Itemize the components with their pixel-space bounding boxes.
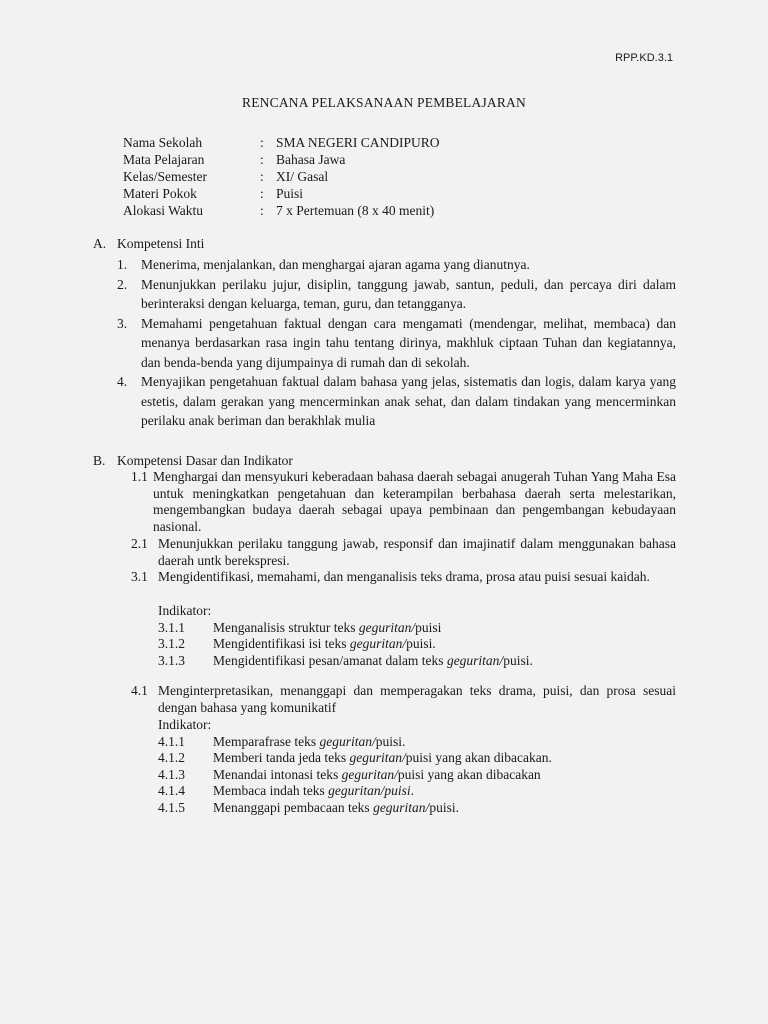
identity-value: Puisi: [276, 186, 304, 201]
indikator-4-list: [158, 717, 552, 816]
indikator-number: 4.1.2: [158, 750, 185, 765]
indikator-text-italic: geguritan/: [341, 766, 398, 782]
indikator-item: [158, 734, 552, 751]
item-text: Menghargai dan mensyukuri keberadaan bahasa daerah sebagai anugerah Tuhan Yang Maha Esa untuk meningkatkan pengetahuan dan keterampilan berbahasa daerah serta melestarikan, mengembangkan budaya daerah sebagai upaya pembinaan dan pengembangan kebudayaan nasional.: [153, 469, 676, 534]
indikator-text: [213, 734, 405, 751]
section-b-title: Kompetensi Dasar dan Indikator: [117, 453, 293, 468]
indikator-number: 3.1.1: [158, 619, 185, 635]
identity-label: Nama Sekolah: [123, 135, 203, 150]
item-text: Mengidentifikasi, memahami, dan menganalisis teks drama, prosa atau puisi sesuai kaidah.: [158, 569, 650, 584]
list-item: [117, 372, 676, 431]
indikator-3-list: [158, 603, 533, 669]
indikator-text-pre: Membaca indah teks: [213, 783, 329, 798]
indikator-item: [158, 800, 552, 817]
item-number: 1.1: [131, 469, 148, 484]
indikator-item: [158, 750, 552, 767]
list-item: [131, 469, 676, 535]
indikator-text: [213, 767, 541, 784]
indikator-text-post: puisi.: [375, 733, 406, 749]
indikator-text: [213, 653, 533, 670]
kompetensi-dasar-4-1: [131, 683, 676, 716]
indikator-text-pre: Memparafrase teks: [213, 733, 320, 749]
item-text: Menunjukkan perilaku jujur, disiplin, tanggung jawab, santun, peduli, dan percaya diri dalam berinteraksi dengan keluarga, teman, guru, dan tetangganya.: [141, 276, 676, 311]
kompetensi-inti-list: [117, 255, 676, 431]
identity-label: Alokasi Waktu: [123, 203, 204, 218]
identity-table: [123, 134, 440, 219]
item-number: 3.1: [131, 569, 148, 584]
indikator-text-post: puisi: [415, 619, 442, 635]
list-item: [131, 683, 676, 716]
indikator-text: [213, 620, 441, 637]
item-number: 4.1: [131, 683, 148, 698]
indikator-item: [158, 653, 533, 670]
list-item: [131, 536, 676, 569]
list-item: [131, 569, 676, 586]
indikator-text-pre: Mengidentifikasi pesan/amanat dalam teks: [213, 652, 447, 668]
indikator-text-pre: Memberi tanda jeda teks: [213, 750, 350, 765]
section-b-heading: [93, 453, 293, 469]
item-text: Memahami pengetahuan faktual dengan cara mengamati (mendengar, melihat, membaca) dan menanya berdasarkan rasa ingin tahu tentang dirinya, makhluk ciptaan Tuhan dan kegiatannya, dan benda-benda yang dijumpainya di rumah dan di sekolah.: [141, 315, 676, 370]
item-number: 1.: [117, 257, 128, 272]
indikator-text-italic: geguritan/: [349, 636, 407, 651]
identity-label: Kelas/Semester: [123, 169, 207, 184]
identity-label: Materi Pokok: [123, 186, 197, 201]
indikator-text: [213, 800, 459, 817]
identity-row: [123, 151, 440, 168]
item-number: 2.1: [131, 536, 148, 551]
identity-label: Mata Pelajaran: [123, 152, 205, 167]
section-a-title: Kompetensi Inti: [117, 236, 205, 251]
indikator-number: 3.1.3: [158, 652, 185, 668]
indikator-text-post: puisi.: [429, 799, 459, 815]
indikator-text-pre: Menandai intonasi teks: [213, 766, 342, 782]
section-a-heading: [93, 236, 204, 252]
indikator-text-italic: geguritan/: [373, 799, 430, 815]
identity-row: [123, 168, 440, 185]
indikator-text-italic: geguritan/: [358, 619, 416, 635]
indikator-number: 4.1.1: [158, 733, 185, 749]
identity-value: XI/ Gasal: [276, 169, 329, 184]
identity-value: SMA NEGERI CANDIPURO: [276, 135, 440, 150]
kompetensi-dasar-1-1: [131, 469, 676, 535]
list-item: [117, 255, 676, 275]
list-item: [117, 275, 676, 314]
indikator-item: [158, 620, 533, 637]
kompetensi-dasar-2-1: [131, 536, 676, 569]
indikator-text-pre: Menganalisis struktur teks: [213, 619, 359, 635]
item-text: Menerima, menjalankan, dan menghargai ajaran agama yang dianutnya.: [141, 257, 530, 272]
section-a-letter: A.: [93, 236, 107, 251]
item-number: 3.: [117, 315, 128, 331]
list-item: [117, 314, 676, 373]
identity-separator: :: [260, 186, 264, 201]
indikator-number: 4.1.3: [158, 766, 185, 782]
indikator-text-post: puisi yang akan dibacakan.: [405, 750, 552, 765]
indikator-label: Indikator:: [158, 603, 212, 618]
document-code: RPP.KD.3.1: [615, 52, 673, 64]
identity-row: [123, 134, 440, 151]
identity-value: 7 x Pertemuan (8 x 40 menit): [276, 203, 435, 218]
indikator-text-italic: geguritan/: [446, 652, 504, 668]
item-text: Menginterpretasikan, menanggapi dan memperagakan teks drama, puisi, dan prosa sesuai dengan bahasa yang komunikatif: [158, 683, 676, 715]
identity-separator: :: [260, 169, 264, 184]
indikator-text-italic: geguritan/: [319, 733, 376, 749]
identity-separator: :: [260, 203, 264, 218]
item-number: 4.: [117, 374, 128, 389]
indikator-text-italic: geguritan/puisi: [328, 783, 411, 798]
identity-separator: :: [260, 152, 264, 167]
section-b-letter: B.: [93, 453, 106, 468]
identity-separator: :: [260, 135, 264, 150]
identity-row: [123, 185, 440, 202]
item-text: Menunjukkan perilaku tanggung jawab, responsif dan imajinatif dalam menggunakan bahasa daerah untk berekspresi.: [158, 536, 676, 568]
identity-value: Bahasa Jawa: [276, 152, 346, 167]
indikator-item: [158, 783, 552, 800]
item-text: Menyajikan pengetahuan faktual dalam bahasa yang jelas, sistematis dan logis, dalam karya yang estetis, dalam gerakan yang mencerminkan anak sehat, dan dalam tindakan yang mencerminkan perilaku anak beriman dan berakhlak mulia: [141, 374, 676, 428]
indikator-text-post: puisi.: [406, 636, 436, 651]
indikator-text-pre: Menanggapi pembacaan teks: [213, 799, 374, 815]
indikator-label: Indikator:: [158, 717, 212, 732]
indikator-text-post: .: [410, 783, 414, 798]
item-number: 2.: [117, 276, 128, 292]
indikator-text: [213, 750, 552, 767]
indikator-text-pre: Mengidentifikasi isi teks: [213, 636, 350, 651]
document-title: RENCANA PELAKSANAAN PEMBELAJARAN: [242, 95, 526, 110]
indikator-item: [158, 636, 533, 653]
indikator-number: 4.1.5: [158, 799, 185, 815]
indikator-item: [158, 767, 552, 784]
indikator-text-italic: geguritan/: [349, 750, 406, 765]
kompetensi-dasar-3-1: [131, 569, 676, 586]
indikator-number: 4.1.4: [158, 783, 185, 798]
indikator-text: [213, 636, 436, 653]
indikator-text: [213, 783, 414, 800]
indikator-number: 3.1.2: [158, 636, 185, 651]
indikator-text-post: puisi.: [503, 652, 533, 668]
indikator-text-post: puisi yang akan dibacakan: [397, 766, 541, 782]
identity-row: [123, 202, 440, 219]
